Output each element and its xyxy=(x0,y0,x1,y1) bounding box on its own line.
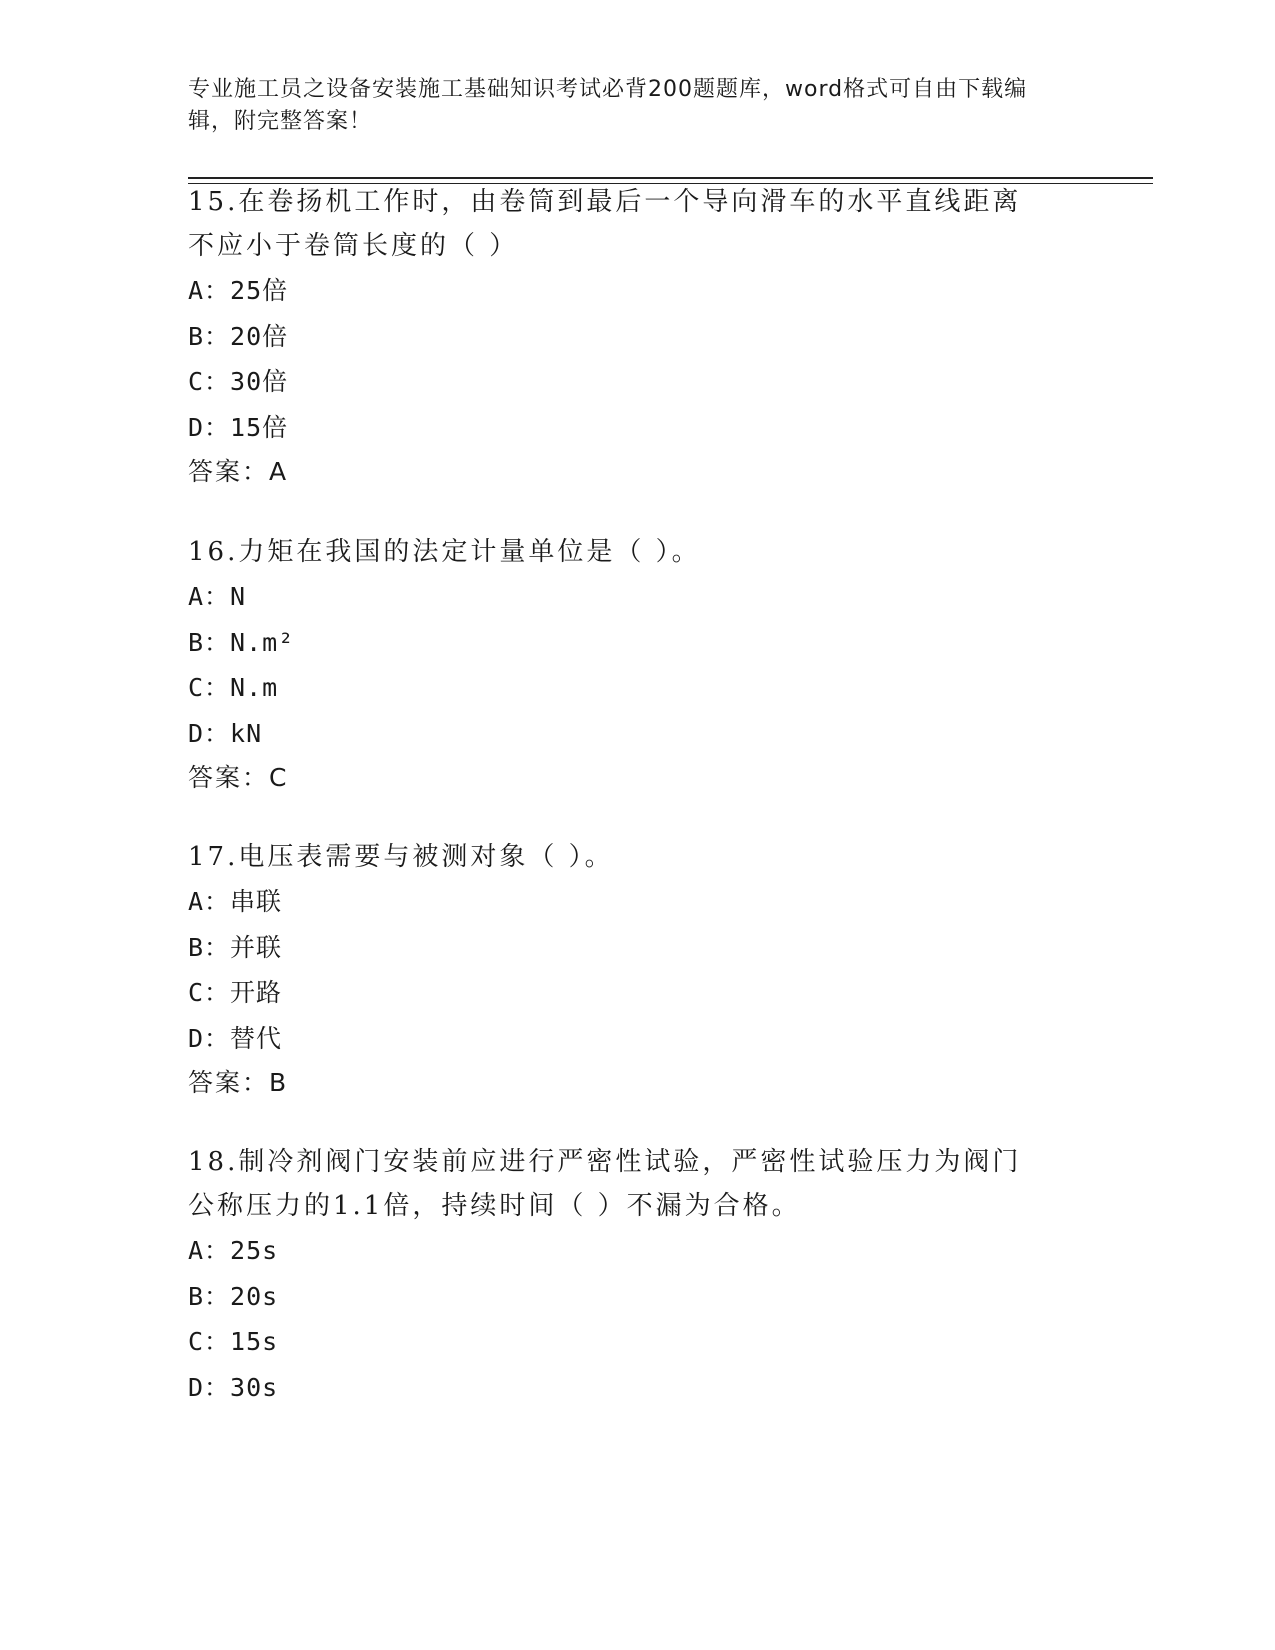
option-b: B：20s xyxy=(188,1281,279,1311)
option-d: D：30s xyxy=(188,1372,279,1402)
option-a: A：串联 xyxy=(188,887,283,916)
answer-line: 答案：A xyxy=(188,457,289,486)
option-d: D：替代 xyxy=(188,1023,283,1053)
option-d: D：kN xyxy=(188,718,263,748)
option-c: C：15s xyxy=(188,1327,279,1356)
option-c: C：开路 xyxy=(188,978,283,1007)
question-stem: 18.制冷剂阀门安装前应进行严密性试验，严密性试验压力为阀门公称压力的1.1倍，持续时间（ ）不漏为合格。 xyxy=(188,1147,1022,1221)
option-b: B：N.m² xyxy=(188,627,295,657)
answer-line: 答案：C xyxy=(188,763,289,792)
option-d: D：15倍 xyxy=(188,412,289,442)
question-stem: 17.电压表需要与被测对象（ ）。 xyxy=(188,842,614,872)
option-b: B：20倍 xyxy=(188,321,289,351)
question-15 xyxy=(188,180,1088,494)
question-18 xyxy=(188,1140,1088,1410)
question-16 xyxy=(188,530,1088,800)
option-a: A：N xyxy=(188,582,247,611)
document-header: 专业施工员之设备安装施工基础知识考试必背200题题库，word格式可自由下载编辑，附完整答案！ xyxy=(188,77,1028,134)
answer-line: 答案：B xyxy=(188,1068,289,1097)
question-stem: 16.力矩在我国的法定计量单位是（ ）。 xyxy=(188,537,701,567)
question-17 xyxy=(188,835,1088,1105)
option-a: A：25倍 xyxy=(188,276,289,305)
option-c: C：N.m xyxy=(188,673,279,702)
option-b: B：并联 xyxy=(188,932,283,962)
option-a: A：25s xyxy=(188,1236,279,1265)
question-stem: 15.在卷扬机工作时，由卷筒到最后一个导向滑车的水平直线距离不应小于卷筒长度的（ ） xyxy=(188,187,1022,261)
option-c: C：30倍 xyxy=(188,367,289,396)
